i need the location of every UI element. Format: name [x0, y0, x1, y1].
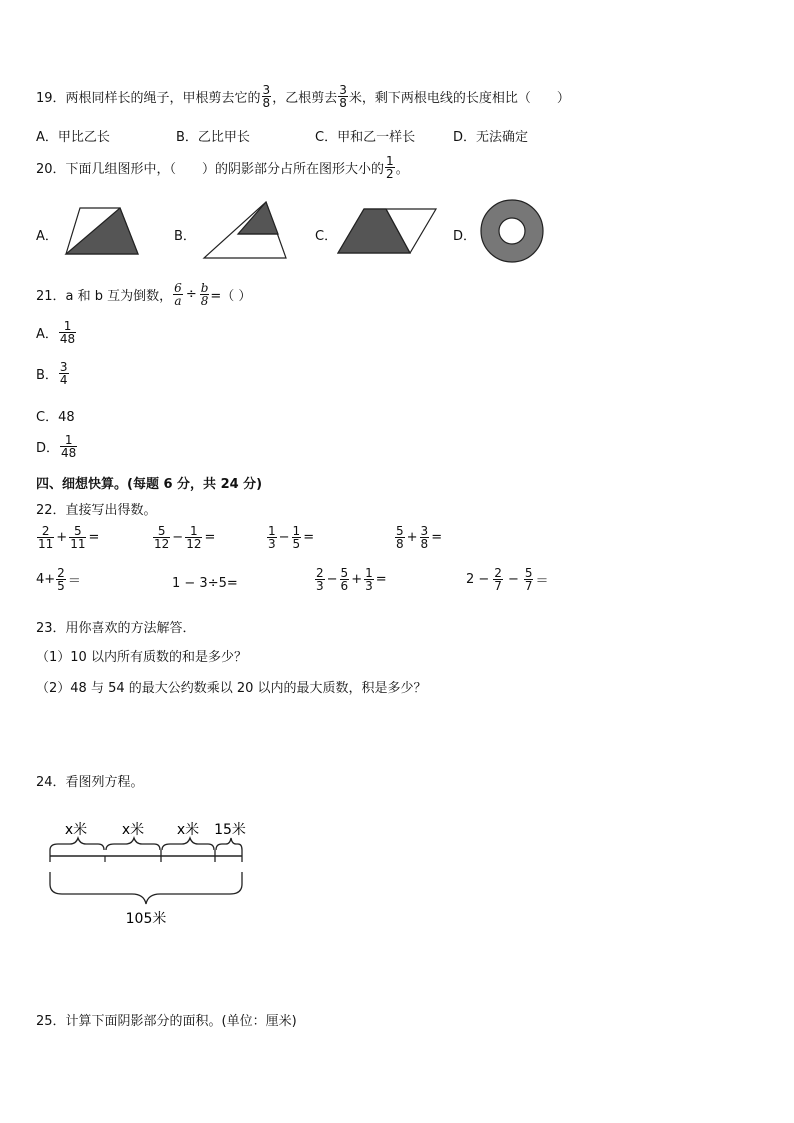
q21-option-a[interactable]: A． $\frac{1}{48}$: [36, 319, 76, 346]
q25-title: 25．计算下面阴影部分的面积。(单位：厘米): [36, 1014, 297, 1029]
q19-option-d[interactable]: D．无法确定: [453, 130, 529, 145]
q20-figure-d-ring: [479, 198, 545, 264]
q22-expr-8: 2 − $\frac{2}{7}$ − $\frac{5}{7}$ ＝: [466, 566, 549, 593]
q22-expr-2: $\frac{5}{12}$ − $\frac{1}{12}$ =: [154, 524, 216, 551]
q22-title: 22．直接写出得数。: [36, 503, 157, 518]
q24-label-x2: x米: [121, 822, 145, 838]
q19-suffix: 米，剩下两根电线的长度相比（ ）: [348, 91, 570, 106]
q19-fraction-2: $\frac{3}{8}$: [339, 83, 347, 110]
q21-option-b[interactable]: B． $\frac{3}{4}$: [36, 360, 68, 387]
q24-line-diagram: [40, 812, 260, 932]
q22-expr-4: $\frac{5}{8}$ + $\frac{3}{8}$ =: [396, 524, 443, 551]
q19-option-a[interactable]: A．甲比乙长: [36, 130, 110, 145]
q19-prefix: 19．两根同样长的绳子，甲根剪去它的: [36, 91, 261, 106]
section-4-heading: 四、细想快算。(每题 6 分，共 24 分): [36, 477, 263, 492]
q22-expr-3: $\frac{1}{3}$ − $\frac{1}{5}$ =: [268, 524, 315, 551]
q20-label-b[interactable]: B．: [174, 229, 196, 244]
q19-mid: ，乙根剪去: [272, 91, 338, 106]
q21-prefix: 21．a 和 b 互为倒数，: [36, 289, 173, 304]
q21-fraction-6-over-a: $\frac{6}{a}$: [174, 281, 182, 308]
q23-title: 23．用你喜欢的方法解答．: [36, 621, 196, 636]
q20-stem: [36, 155, 409, 180]
q19-option-c[interactable]: C．甲和乙一样长: [315, 130, 416, 145]
q24-total-label: 105米: [125, 911, 167, 927]
q24-label-x1: x米: [64, 822, 88, 838]
q20-figure-c: [336, 207, 440, 255]
q23-sub-2: （2）48 与 54 的最大公约数乘以 20 以内的最大质数，积是多少？: [36, 681, 427, 696]
q20-figure-b: [202, 200, 292, 260]
q21-option-c[interactable]: C．48: [36, 410, 75, 425]
q20-suffix: 。: [395, 162, 409, 177]
q20-prefix: 20．下面几组图形中，（ ）的阴影部分占所在图形大小的: [36, 162, 385, 177]
q22-expr-5: 4+ $\frac{2}{5}$ ＝: [36, 566, 81, 593]
q20-label-d[interactable]: D．: [453, 229, 477, 244]
q22-expr-1: $\frac{2}{11}$ + $\frac{5}{11}$ =: [38, 524, 100, 551]
q21-suffix: =（ ）: [210, 289, 252, 304]
q21-fraction-b-over-8: $\frac{b}{8}$: [200, 281, 209, 308]
q22-expr-6: 1 − 3÷5=: [172, 576, 238, 591]
q19-fraction-1: $\frac{3}{8}$: [262, 83, 271, 110]
q19-option-b[interactable]: B．乙比甲长: [176, 130, 250, 145]
q20-fraction: $\frac{1}{2}$: [386, 154, 394, 181]
q21-option-d[interactable]: D． $\frac{1}{48}$: [36, 433, 77, 460]
q21-stem: [36, 282, 251, 307]
q22-expr-7: $\frac{2}{3}$ − $\frac{5}{6}$ + $\frac{1}{3}$ =: [316, 566, 387, 593]
q23-sub-1: （1）10 以内所有质数的和是多少？: [36, 650, 247, 665]
q24-title: 24．看图列方程。: [36, 775, 144, 790]
q24-label-x3: x米: [176, 822, 200, 838]
q20-label-a[interactable]: A．: [36, 229, 58, 244]
q20-label-c[interactable]: C．: [315, 229, 338, 244]
q24-label-15: 15米: [214, 822, 246, 838]
q21-div: ÷: [185, 287, 197, 302]
q20-figure-a: [64, 205, 144, 257]
q19-stem: [36, 84, 570, 109]
